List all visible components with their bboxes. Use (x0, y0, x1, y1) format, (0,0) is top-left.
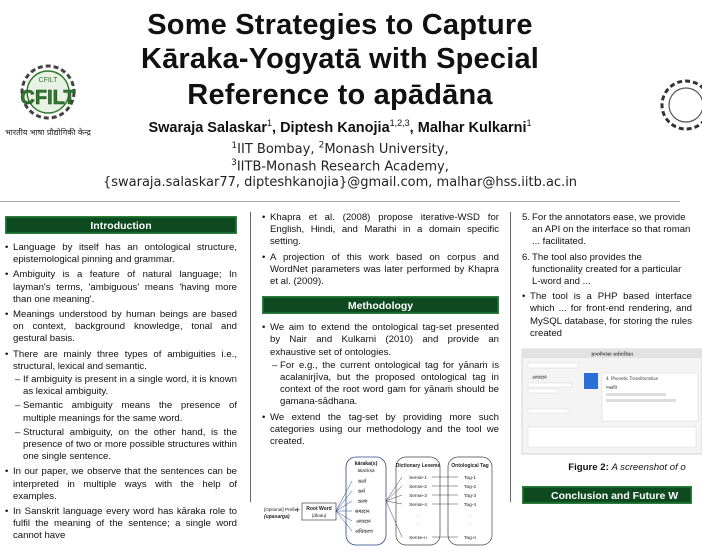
author-line: Swaraja Salaskar$^1$, Diptesh Kanojia$^{1,2,3}$, Malhar Kulkarni$^1$ (148, 118, 532, 136)
method-bullet-text: We aim to extend the ontological tag-set presented by Nair and Kulkarni (2010) and provide an exhaustive set of ontologies. (270, 322, 499, 358)
screenshot-word: गच्छति (606, 386, 618, 392)
author-3-sup: 1 (526, 118, 532, 128)
karaka-item: कर्म (358, 489, 365, 496)
sense-item: Sense-2 (409, 485, 427, 491)
tag-item: Tag-4 (464, 503, 476, 509)
aff1-text: IIT Bombay, $^2$Monash University, (237, 141, 449, 158)
column-tool (522, 212, 692, 502)
intro-bullet: • In our paper, we observe that the sentences can be interpreted in multiple ways with the help of examples. (5, 466, 237, 503)
column-rule-2 (510, 212, 511, 502)
tool-numbered-list (522, 212, 692, 288)
caption-text: A screenshot of o (611, 462, 686, 474)
root-word-sub: (dhatu) (311, 513, 327, 519)
karaka-item: करण (358, 499, 368, 506)
root-word-label: Root Word (306, 506, 332, 513)
intro-bullet-text: There are mainly three types of ambiguities i.e., structural, lexical and semantic. (13, 348, 237, 372)
figure-2-caption (522, 462, 692, 474)
intro-bullet: • In Sanskrit language every word has kāraka role to fulfil the meaning of the sentence; a single word cannot have (5, 506, 237, 543)
sense-ellipsis: · (417, 521, 419, 528)
header-divider (0, 201, 680, 202)
intro-bullet: • Ambiguity is a feature of natural language; In layman's terms, 'ambiguous' means 'having more than one meaning'. (5, 269, 237, 306)
tool-list-num: 6. (522, 251, 531, 263)
column-rule-1 (250, 212, 251, 502)
method-bullet: • We extend the tag-set by providing more such categories using our methodology and the tool we created. (262, 412, 499, 449)
tag-ellipsis: · (469, 521, 471, 528)
aff1-sup-b: 2 (318, 141, 325, 151)
affiliation-emails: {swaraja.salaskar77, dipteshkanojia}@gmail.com, malhar@hss.iitb.ac.in (102, 175, 578, 190)
logo-arc-text: CFILT (38, 77, 58, 84)
column-introduction (5, 212, 237, 542)
karaka-sub: ākāṅkṣā (357, 468, 375, 474)
poster-title-line-1: Some Strategies to Capture (147, 9, 533, 41)
ambiguity-types (13, 374, 237, 463)
sense-item: Sense-1 (409, 476, 427, 482)
author-2: Diptesh Kanojia (280, 119, 390, 136)
dictionary-label: Dictionary Lexeme (395, 463, 441, 470)
tool-list-num: 5. (522, 212, 531, 223)
ambiguity-sub-bullet: – Structural ambiguity, on the other hand, is the presence of two or more possible structures within one single sentence. (13, 427, 237, 464)
aff2-text: IITB-Monash Research Academy, (236, 159, 449, 175)
tool-list-text: For the annotators ease, we provide an API on the interface so that roman ... facilitated. (532, 212, 691, 248)
screenshot-title: ज्ञानमीमांसा सर्वमात्रिका (591, 352, 633, 359)
method-bullet (262, 322, 499, 408)
tag-item: Tag-1 (464, 476, 476, 482)
sense-item: Sense-3 (409, 494, 427, 500)
ontological-tag-box (448, 457, 492, 545)
author-1-sup: 1 (266, 118, 272, 128)
ontological-tag-label: Ontological Tag (451, 463, 489, 470)
column-methodology (262, 212, 499, 542)
tag-item: Tag-2 (464, 485, 476, 491)
method-sub-bullet: – For e.g., the current ontological tag for yānaṁ is acalanirjīva, but the proposed ontological tag in context of the root word gam for yānaṁ should be gamana-sādhana. (270, 360, 499, 409)
karaka-item: अपादान (356, 519, 371, 526)
sense-item: Sense-4 (409, 503, 427, 509)
poster-title-line-3: Reference to apādāna (187, 79, 493, 111)
tag-item: Tag-n (464, 536, 476, 542)
ambiguity-sub-bullet: – If ambiguity is present in a single word, it is known as lexical ambiguity. (13, 374, 237, 398)
intro-bullet (5, 349, 237, 464)
sense-item: Sense-n (409, 536, 427, 542)
logo-hindi-caption: भारतीय भाषा प्रौद्योगिकी केन्द्र (5, 128, 91, 137)
aff2-sup: 3 (231, 158, 237, 168)
tool-bullets (522, 291, 692, 340)
karaka-item: कर्ता (358, 479, 366, 486)
method-bullets (262, 322, 499, 448)
affiliation-line-2 (0, 158, 680, 174)
intro-bullet: • Language by itself has an ontological structure, epistemological pinning and grammar. (5, 242, 237, 266)
aff1-sup-a: 1 (231, 141, 238, 151)
affiliation-line-1 (0, 141, 680, 157)
related-work-bullets (262, 212, 499, 288)
related-bullet: • A projection of this work based on corpus and WordNet parameters was later performed by Khapra et al. (2009). (262, 252, 499, 289)
section-heading-conclusion: Conclusion and Future W (522, 486, 692, 504)
section-heading-introduction: Introduction (5, 216, 237, 234)
tag-item: Tag-3 (464, 494, 476, 500)
tag-ellipsis: · (469, 513, 471, 520)
dictionary-box (396, 457, 440, 545)
ambiguity-sub-bullet: – Semantic ambiguity means the presence of multiple meanings for the same word. (13, 400, 237, 424)
prefix-sub: (upasarga) (264, 514, 290, 521)
tool-screenshot (522, 349, 702, 454)
author-2-sup: 1,2,3 (389, 118, 410, 128)
karaka-item: अधिकरण (355, 529, 373, 536)
screenshot-field: अपादानं (532, 375, 547, 382)
related-bullet: • Khapra et al. (2008) propose iterative-WSD for English, Hindi, and Marathi in a domain specific setting. (262, 212, 499, 249)
intro-bullet: • Meanings understood by human beings are based on context, background knowledge, tonal and gestural basis. (5, 309, 237, 346)
tool-list-item (522, 252, 692, 289)
author-1: Swaraja Salaskar (148, 119, 267, 136)
caption-label: Figure 2: (568, 462, 609, 474)
tool-list-text: The tool also provides the functionality created for a particular L-word and ... (532, 251, 682, 288)
poster-title-line-2: Kāraka-Yogyatā with Special (140, 43, 540, 75)
karaka-label: kāraka(s) (354, 461, 378, 468)
karaka-item: सम्प्रदान (355, 509, 370, 516)
plus-sign: + (295, 505, 301, 516)
sense-ellipsis: · (417, 513, 419, 520)
author-3: Malhar Kulkarni (417, 119, 527, 136)
tool-bullet: • The tool is a PHP based interface which ... for front-end rendering, and MySQL database, for storing the rules created (522, 291, 692, 340)
methodology-diagram (262, 455, 494, 547)
prefix-label: [Optional] Prefix (264, 507, 297, 513)
intro-bullets (5, 242, 237, 543)
section-heading-methodology: Methodology (262, 296, 499, 314)
method-sub (270, 360, 499, 409)
right-logo-gear-icon (660, 60, 700, 150)
logo-wordmark: CFILT (20, 87, 76, 109)
tool-list-item (522, 212, 692, 249)
screenshot-panel-title: 4. Phonetic Transliteration (606, 376, 659, 382)
cfilt-logo (2, 62, 94, 140)
